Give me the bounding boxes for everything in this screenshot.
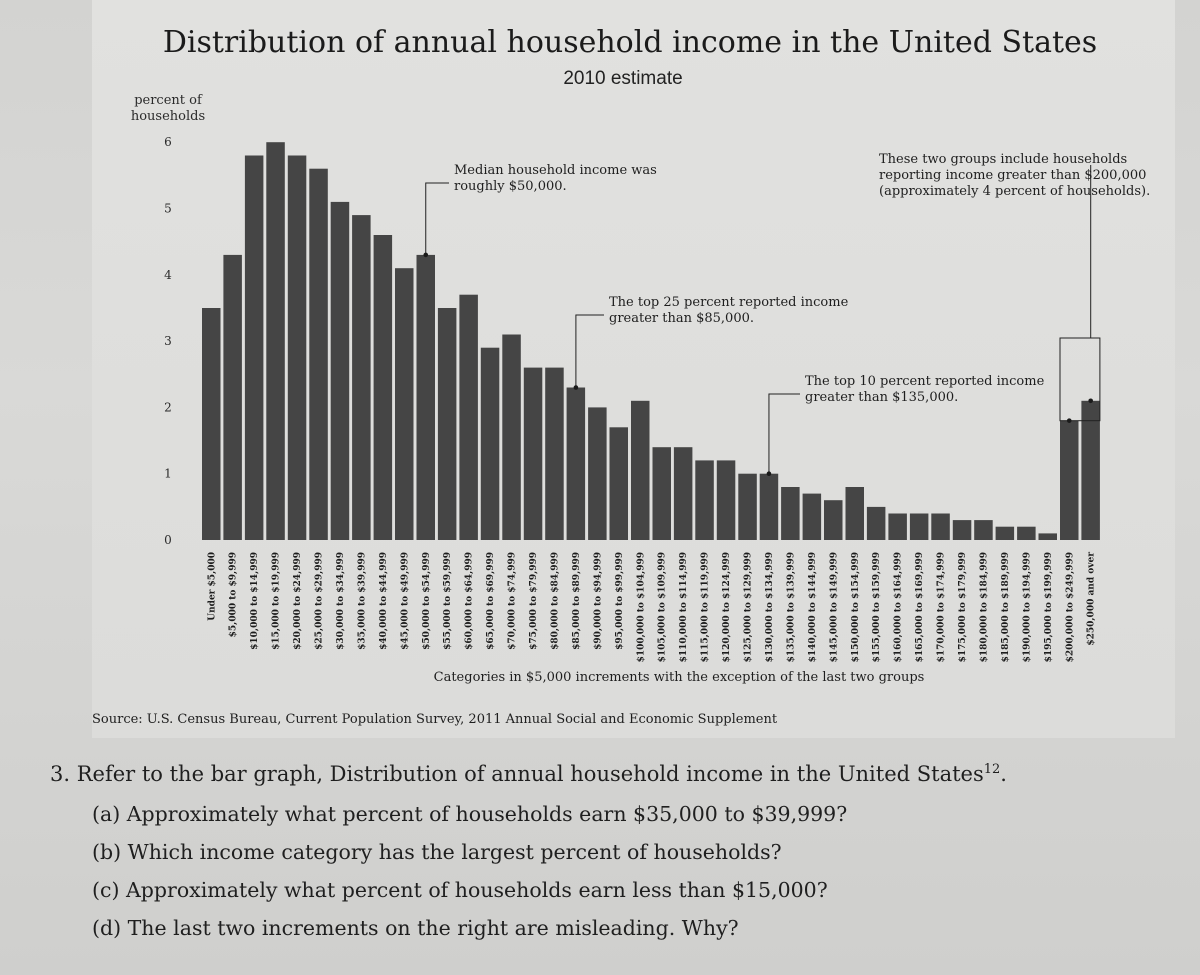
bar-6 xyxy=(331,202,350,540)
bar-33 xyxy=(910,514,929,541)
y-axis-label-line2: households xyxy=(130,109,206,124)
x-tick-label: $150,000 to $154,999 xyxy=(850,552,861,663)
x-axis-label: Categories in $5,000 increments with the exception of the last two groups xyxy=(433,670,925,685)
x-axis-tick-labels xyxy=(207,552,1096,663)
bar-21 xyxy=(653,447,672,540)
bar-17 xyxy=(567,388,586,541)
bar-13 xyxy=(481,348,500,540)
x-tick-label: $250,000 and over xyxy=(1086,551,1097,646)
bar-4 xyxy=(288,156,307,541)
bar-7 xyxy=(352,215,371,540)
question-item-a: (a) Approximately what percent of households earn $35,000 to $39,999? xyxy=(92,802,848,826)
annotation-marker xyxy=(767,471,772,476)
bar-23 xyxy=(695,460,714,540)
bar-22 xyxy=(674,447,693,540)
annotation-leader-line xyxy=(426,183,449,255)
x-tick-label: $170,000 to $174,999 xyxy=(936,552,947,663)
question-item-c: (c) Approximately what percent of households earn less than $15,000? xyxy=(92,878,828,902)
x-tick-label: $40,000 to $44,999 xyxy=(378,552,389,650)
x-tick-label: $95,000 to $99,999 xyxy=(614,552,625,650)
annotation-text-line: greater than $85,000. xyxy=(609,311,754,326)
x-tick-label: $200,000 to $249,999 xyxy=(1065,552,1076,663)
y-axis-label-line1: percent of xyxy=(134,93,202,108)
bar-15 xyxy=(524,368,543,540)
x-tick-label: $145,000 to $149,999 xyxy=(829,552,840,663)
x-tick-label: $60,000 to $64,999 xyxy=(464,552,475,650)
x-tick-label: $30,000 to $34,999 xyxy=(335,552,346,650)
bar-29 xyxy=(824,500,843,540)
bar-20 xyxy=(631,401,650,540)
bar-40 xyxy=(1060,421,1079,540)
annotation-text-line: (approximately 4 percent of households). xyxy=(879,184,1151,199)
x-tick-label: $125,000 to $129,999 xyxy=(743,552,754,663)
annotation-marker xyxy=(1067,418,1072,423)
question-prompt-text: 3. Refer to the bar graph, Distribution of annual household income in the United States xyxy=(50,762,984,786)
x-tick-label: $165,000 to $169,999 xyxy=(915,552,926,663)
bar-31 xyxy=(867,507,886,540)
bar-12 xyxy=(459,295,478,540)
annotation-1 xyxy=(423,163,656,257)
annotation-marker xyxy=(574,385,579,390)
footnote-marker: 12 xyxy=(983,762,1001,777)
x-tick-label: $110,000 to $114,999 xyxy=(679,552,690,663)
x-tick-label: $45,000 to $49,999 xyxy=(400,552,411,650)
question-block xyxy=(50,762,1170,954)
bar-26 xyxy=(760,474,779,540)
x-tick-label: $55,000 to $59,999 xyxy=(443,552,454,650)
x-tick-label: $35,000 to $39,999 xyxy=(357,552,368,650)
x-tick-label: $90,000 to $94,999 xyxy=(593,552,604,650)
x-tick-label: $10,000 to $14,999 xyxy=(250,552,261,650)
x-tick-label: $140,000 to $144,999 xyxy=(807,552,818,663)
y-tick-3: 3 xyxy=(164,334,172,349)
x-tick-label: $105,000 to $109,999 xyxy=(657,552,668,663)
question-prompt xyxy=(50,762,1170,786)
bar-35 xyxy=(953,520,972,540)
bar-24 xyxy=(717,460,736,540)
bar-37 xyxy=(996,527,1015,540)
x-tick-label: $160,000 to $164,999 xyxy=(893,552,904,663)
bars-group xyxy=(202,142,1100,540)
bar-38 xyxy=(1017,527,1036,540)
bar-10 xyxy=(417,255,436,540)
annotation-leader-line xyxy=(576,315,604,388)
question-prompt-suffix: . xyxy=(1000,762,1007,786)
x-tick-label: $5,000 to $9,999 xyxy=(228,552,239,638)
chart-source: Source: U.S. Census Bureau, Current Population Survey, 2011 Annual Social and Economic Supplement xyxy=(92,712,778,727)
bar-9 xyxy=(395,268,414,540)
x-tick-label: $185,000 to $189,999 xyxy=(1000,552,1011,663)
question-item-b: (b) Which income category has the largest percent of households? xyxy=(92,840,782,864)
bar-14 xyxy=(502,335,521,541)
bar-5 xyxy=(309,169,328,540)
y-tick-2: 2 xyxy=(164,400,172,415)
y-tick-1: 1 xyxy=(164,466,172,481)
annotation-text-line: These two groups include households xyxy=(879,152,1128,167)
chart-title: Distribution of annual household income in the United States xyxy=(162,25,1098,60)
y-tick-4: 4 xyxy=(164,267,172,282)
x-tick-label: $130,000 to $134,999 xyxy=(764,552,775,663)
y-tick-5: 5 xyxy=(164,201,172,216)
bar-34 xyxy=(931,514,950,541)
chart-panel xyxy=(92,0,1175,738)
annotation-text-line: The top 10 percent reported income xyxy=(805,374,1045,389)
bar-2 xyxy=(245,156,264,541)
bar-1 xyxy=(223,255,242,540)
x-tick-label: $20,000 to $24,999 xyxy=(293,552,304,650)
annotation-3 xyxy=(767,374,1045,476)
bar-19 xyxy=(610,427,629,540)
income-bar-chart xyxy=(92,0,1175,738)
annotation-text-line: roughly $50,000. xyxy=(454,179,567,194)
bar-8 xyxy=(374,235,393,540)
bar-16 xyxy=(545,368,564,540)
annotation-leader-line xyxy=(769,394,800,474)
annotation-text-line: The top 25 percent reported income xyxy=(609,295,849,310)
x-tick-label: $15,000 to $19,999 xyxy=(271,552,282,650)
x-tick-label: $135,000 to $139,999 xyxy=(786,552,797,663)
bar-30 xyxy=(846,487,865,540)
question-item-d: (d) The last two increments on the right are misleading. Why? xyxy=(92,916,739,940)
chart-subtitle: 2010 estimate xyxy=(563,68,683,89)
y-tick-6: 6 xyxy=(164,135,172,150)
x-tick-label: $75,000 to $79,999 xyxy=(529,552,539,650)
x-tick-label: $70,000 to $74,999 xyxy=(507,552,518,650)
y-tick-0: 0 xyxy=(164,533,172,547)
bar-18 xyxy=(588,407,607,540)
bar-36 xyxy=(974,520,993,540)
x-tick-label: Under $5,000 xyxy=(207,552,218,621)
annotation-marker xyxy=(1088,398,1093,403)
bar-27 xyxy=(781,487,800,540)
annotation-text-line: greater than $135,000. xyxy=(805,390,959,405)
x-tick-label: $190,000 to $194,999 xyxy=(1022,552,1033,663)
bar-0 xyxy=(202,308,221,540)
x-tick-label: $80,000 to $84,999 xyxy=(550,552,561,650)
x-tick-label: $25,000 to $29,999 xyxy=(314,552,325,650)
bar-3 xyxy=(266,142,285,540)
y-axis-ticks xyxy=(164,135,172,547)
bar-32 xyxy=(888,514,907,541)
annotation-marker xyxy=(423,253,428,258)
bar-28 xyxy=(803,494,822,540)
x-tick-label: $120,000 to $124,999 xyxy=(722,552,732,663)
x-tick-label: $115,000 to $119,999 xyxy=(700,552,711,663)
x-tick-label: $175,000 to $179,999 xyxy=(958,552,968,663)
x-tick-label: $65,000 to $69,999 xyxy=(486,552,497,650)
bar-11 xyxy=(438,308,457,540)
x-tick-label: $155,000 to $159,999 xyxy=(872,552,883,663)
x-tick-label: $85,000 to $89,999 xyxy=(571,552,582,650)
annotation-text-line: Median household income was xyxy=(454,163,657,178)
bar-25 xyxy=(738,474,757,540)
x-tick-label: $100,000 to $104,999 xyxy=(636,552,647,663)
x-tick-label: $180,000 to $184,999 xyxy=(979,552,990,663)
bar-41 xyxy=(1081,401,1100,540)
x-tick-label: $195,000 to $199,999 xyxy=(1043,552,1054,663)
x-tick-label: $50,000 to $54,999 xyxy=(421,552,432,650)
annotation-text-line: reporting income greater than $200,000 xyxy=(879,168,1147,183)
bar-39 xyxy=(1039,533,1058,540)
